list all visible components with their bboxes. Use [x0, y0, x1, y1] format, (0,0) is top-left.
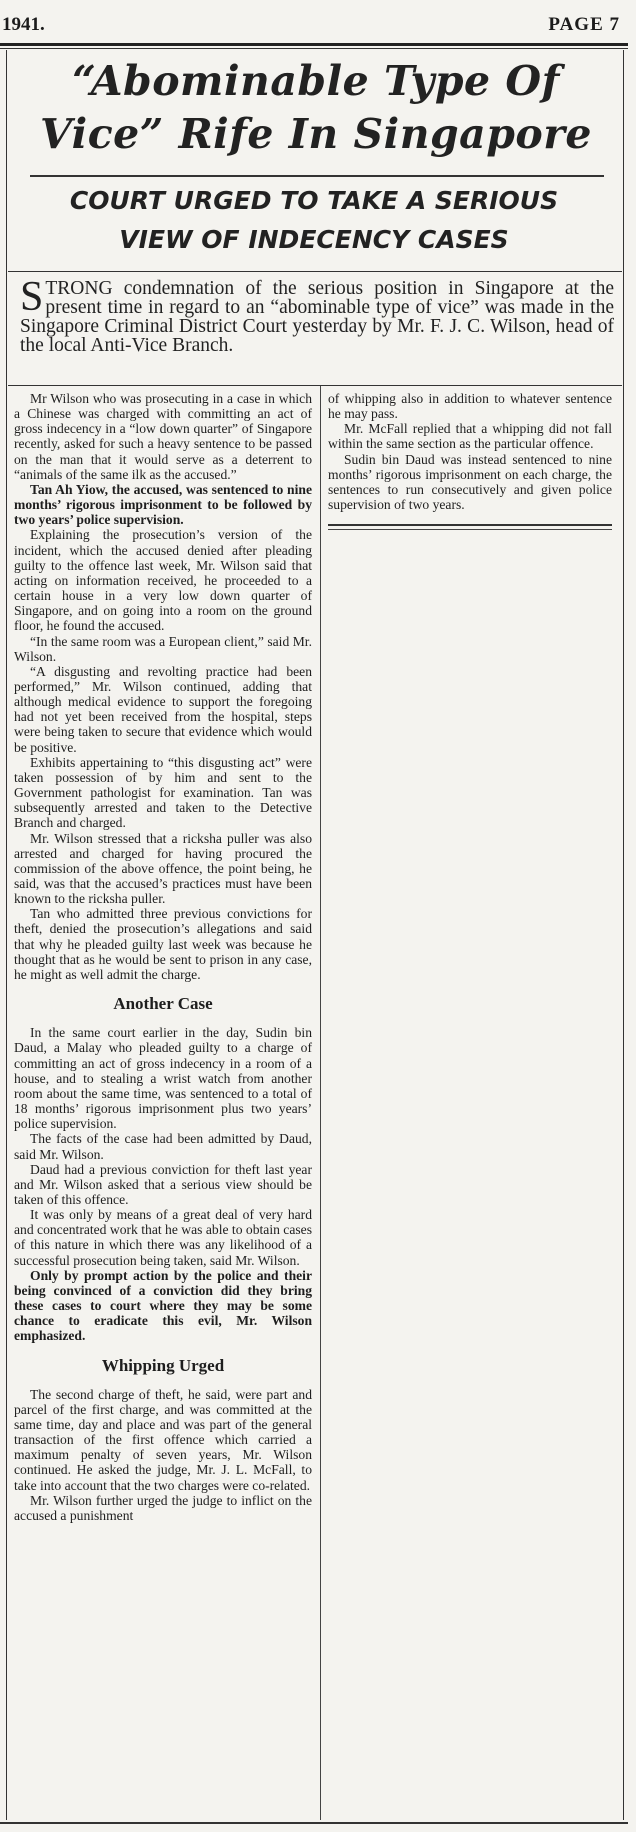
lede-paragraph — [20, 274, 614, 356]
article-end-rule — [328, 524, 612, 530]
page-bottom-rule — [0, 1822, 628, 1824]
subheadline-line-1: COURT URGED TO TAKE A SERIOUS — [69, 186, 559, 215]
article-paragraph: The facts of the case had been admitted by Daud, said Mr. Wilson. — [14, 1131, 312, 1162]
article-column-2 — [328, 391, 612, 530]
page-header — [0, 0, 636, 40]
article-paragraph: Daud had a previous conviction for theft last year and Mr. Wilson asked that a serious view should be taken of this offence. — [14, 1161, 312, 1207]
article-paragraph: of whipping also in addition to whatever sentence he may pass. — [328, 391, 612, 422]
header-rule-thin — [0, 48, 628, 49]
article-paragraph: The second charge of theft, he said, were part and parcel of the first charge, and was committed at the same time, day and place and was part of the general transaction of the first offence which carried a maximum penalty of seven years, Mr. Wilson continued. He asked the judge, Mr. J. L. McFall, to take into account that the two charges were co-related. — [14, 1386, 312, 1493]
article-paragraph: Mr. Wilson further urged the judge to inflict on the accused a punishment — [14, 1492, 312, 1523]
lede-text: TRONG condemnation of the serious position in Singapore at the present time in regard to an “abominable type of vice” was made in the Singapore Criminal District Court yesterday by Mr. F. J. C. Wilson, head of the local Anti-Vice Branch. — [20, 278, 614, 356]
article-paragraph: Exhibits appertaining to “this disgusting act” were taken possession of by him and sent to the Government pathologist for examination. Tan was subsequently arrested and taken to the Detective Branch and charged. — [14, 754, 312, 831]
article-paragraph: In the same court earlier in the day, Sudin bin Daud, a Malay who pleaded guilty to a charge of committing an act of gross indecency in a room of a house, and to stealing a wrist watch from another room about the same time, was sentenced to a total of 18 months’ rigorous imprisonment plus two years’ police supervision. — [14, 1025, 312, 1132]
headline-line-1: “Abominable Type Of — [72, 57, 560, 105]
subheadline-line-2: VIEW OF INDECENCY CASES — [119, 225, 509, 254]
column-divider — [320, 386, 321, 1820]
headline-line-2: Vice” Rife In Singapore — [40, 110, 592, 158]
article-paragraph: Explaining the prosecution’s version of the incident, which the accused denied after pleading guilty to the offence last week, Mr. Wilson said that acting on information received, he proceeded to a certain house in a very low down quarter of Singapore, and on going into a room on the ground floor, he found the accused. — [14, 527, 312, 634]
lede-divider — [8, 385, 622, 386]
section-heading-another-case: Another Case — [113, 994, 213, 1014]
article-paragraph: Sudin bin Daud was instead sentenced to nine months’ rigorous imprisonment on each charge, the sentences to run consecutively and given police supervision of two years. — [328, 451, 612, 513]
subheadline-divider — [8, 271, 622, 272]
article-paragraph-emphasis: Only by prompt action by the police and their being convinced of a conviction did they bring these cases to court where they may be some chance to eradicate this evil, Mr. Wilson emphasized. — [14, 1267, 312, 1344]
article-paragraph-sentence: Tan Ah Yiow, the accused, was sentenced to nine months’ rigorous imprisonment to be followed by two years’ police supervision. — [14, 481, 312, 528]
section-heading-whipping-urged: Whipping Urged — [101, 1355, 225, 1375]
frame-right-rule — [623, 50, 624, 1820]
article-paragraph: Mr. McFall replied that a whipping did not fall within the same section as the particular offence. — [328, 421, 612, 452]
article-paragraph: “In the same room was a European client,” said Mr. Wilson. — [14, 633, 312, 664]
article-paragraph: It was only by means of a great deal of very hard and concentrated work that he was able to obtain cases of this nature in which there was any likelihood of a successful prosecution being taken, said Mr. Wilson. — [14, 1207, 312, 1268]
headline-divider — [30, 175, 604, 177]
header-rule — [0, 43, 628, 46]
article-paragraph: Mr. Wilson stressed that a ricksha puller was also arrested and charged for having procured the commission of the above offence, the point being, he said, was that the accused’s practices must have been known to the ricksha puller. — [14, 830, 312, 907]
article-paragraph: Tan who admitted three previous convictions for theft, denied the prosecution’s allegations and said that why he pleaded guilty last week was because he thought that as he would be sent to prison in any case, he might as well admit the charge. — [14, 906, 312, 982]
drop-cap: S — [20, 274, 44, 320]
page-number: PAGE 7 — [548, 14, 620, 35]
frame-left-rule — [6, 50, 7, 1820]
article-paragraph: Mr Wilson who was prosecuting in a case in which a Chinese was charged with committing an act of gross indecency in a “low down quarter” of Singapore recently, asked for such a heavy sentence to be passed on the man that it would serve as a deterrent to “animals of the same ilk as the accused.” — [14, 391, 312, 482]
article-paragraph: “A disgusting and revolting practice had been performed,” Mr. Wilson continued, adding that although medical evidence to support the foregoing had not yet been received from the hospital, steps were being taken to secure that evidence which would be positive. — [14, 663, 312, 755]
article-column-1 — [14, 391, 312, 1523]
issue-year: 1941. — [2, 14, 45, 35]
